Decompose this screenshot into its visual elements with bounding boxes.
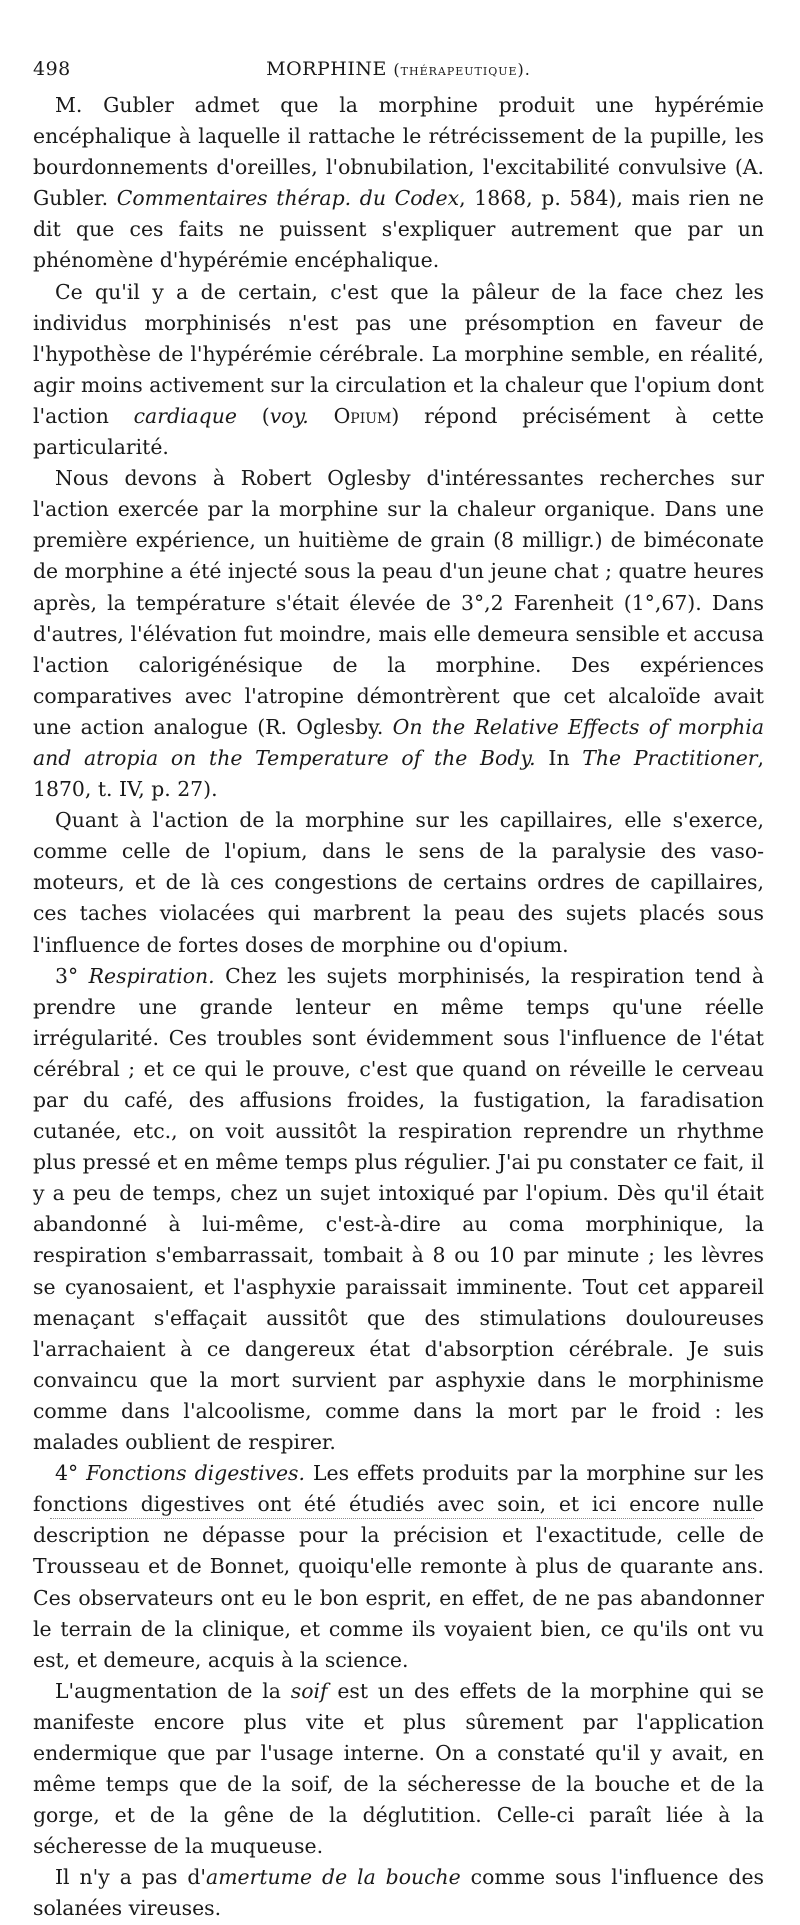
small-caps-text: Opium: [333, 403, 392, 428]
paragraph: [33, 463, 764, 805]
italic-text: Commentaires thérap. du Codex: [116, 186, 460, 211]
running-title-sub: (thérapeutique).: [393, 60, 531, 79]
text-run: In: [535, 745, 583, 770]
text-run: comme sous l'influence des solanées vireuses.: [33, 1865, 765, 1921]
body-text: [33, 90, 764, 1925]
text-run: , 1868, p. 584), mais rien ne dit que ces faits ne puissent s'expliquer autrement que par un phénomène d'hypérémie encéphalique.: [33, 186, 764, 273]
italic-text: On the Relative Effects of morphia and atropia on the Temperature of the Body.: [33, 714, 764, 770]
paragraph: [33, 1676, 764, 1863]
text-run: , 1870, t. IV, p. 27).: [33, 745, 764, 802]
text-run: ) répond précisément à cette particularité.: [33, 403, 765, 460]
paragraph: [33, 805, 764, 960]
text-run: L'augmentation de la: [55, 1678, 291, 1703]
text-run: 4°: [55, 1461, 87, 1486]
text-run: Quant à l'action de la morphine sur les capillaires, elle s'exerce, comme celle de l'opium, dans le sens de la paralysie des vaso-moteurs, et de là ces congestions de certains ordres de capillaires, ces taches violacées qui marbrent la peau des sujets placés sous l'influence de fortes doses de morphine ou d'opium.: [33, 808, 764, 957]
italic-text: Fonctions digestives.: [86, 1461, 305, 1486]
paragraph: [33, 277, 764, 464]
paragraph: [33, 1862, 764, 1924]
paragraph: [33, 961, 764, 1459]
footer-rule: [50, 1518, 754, 1519]
text-run: (: [236, 403, 270, 428]
italic-text: The Practitioner: [582, 745, 758, 770]
paragraph: [33, 90, 764, 277]
italic-text: soif: [290, 1678, 328, 1703]
text-run: M. Gubler admet que la morphine produit une hypérémie encéphalique à laquelle il rattache le rétrécissement de la pupille, les bourdonnements d'oreilles, l'obnubilation, l'excitabilité convulsive (A. Gubler.: [33, 93, 764, 211]
text-run: Ce qu'il y a de certain, c'est que la pâleur de la face chez les individus morphinisés n'est pas une présomption en faveur de l'hypothèse de l'hypérémie cérébrale. La morphine semble, en réalité, agir moins activement sur la circulation et la chaleur que l'opium dont l'action: [33, 279, 764, 428]
italic-text: Respiration.: [88, 963, 215, 988]
text-run: Les effets produits par la morphine sur les fonctions digestives ont été étudiés avec soin, et ici encore nulle description ne dépasse pour la précision et l'exactitude, celle de Trousseau et de Bonnet, quoiqu'elle remonte à plus de quarante ans. Ces observateurs ont eu le bon esprit, en effet, de ne pas abandonner le terrain de la clinique, et comme ils voyaient bien, ce qu'ils ont vu est, et demeure, acquis à la science.: [33, 1461, 764, 1672]
paragraph: [33, 1458, 764, 1676]
italic-text: amertume de la bouche: [206, 1865, 461, 1890]
text-run: Chez les sujets morphinisés, la respiration tend à prendre une grande lenteur en même temps qu'une réelle irrégularité. Ces troubles sont évidemment sous l'influence de l'état cérébral ; et ce qui le prouve, c'est que quand on réveille le cerveau par du café, des affusions froides, la fustigation, la faradisation cutanée, etc., on voit aussitôt la respiration reprendre un rhythme plus pressé et en même temps plus régulier. J'ai pu constater ce fait, il y a peu de temps, chez un sujet intoxiqué par l'opium. Dès qu'il était abandonné à lui-même, c'est-à-dire au coma morphinique, la respiration s'embarrassait, tombait à 8 ou 10 par minute ; les lèvres se cyanosaient, et l'asphyxie paraissait imminente. Tout cet appareil menaçant s'effaçait aussitôt que des stimulations douloureuses l'arrachaient à ce dangereux état d'absorption cérébrale. Je suis convaincu que la mort survient par asphyxie dans le morphinisme comme dans l'alcoolisme, comme dans la mort par le froid : les malades oublient de respirer.: [33, 963, 765, 1455]
text-run: Il n'y a pas d': [55, 1865, 207, 1890]
running-title: [93, 58, 764, 80]
running-header: [33, 58, 764, 80]
page-number: 498: [33, 58, 71, 80]
text-run: Nous devons à Robert Oglesby d'intéressantes recherches sur l'action exercée par la morphine sur la chaleur organique. Dans une première expérience, un huitième de grain (8 milligr.) de biméconate de morphine a été injecté sous la peau d'un jeune chat ; quatre heures après, la température s'était élevée de 3°,2 Farenheit (1°,67). Dans d'autres, l'élévation fut moindre, mais elle demeura sensible et accusa l'action calorigénésique de la morphine. Des expériences comparatives avec l'atropine démontrèrent que cet alcaloïde avait une action analogue (R. Oglesby.: [33, 466, 764, 739]
italic-text: voy.: [269, 403, 309, 428]
text-run: [309, 404, 334, 428]
italic-text: cardiaque: [133, 403, 237, 428]
text-run: est un des effets de la morphine qui se manifeste encore plus vite et plus sûrement par l'application endermique que par l'usage interne. On a constaté qu'il y avait, en même temps que de la soif, de la sécheresse de la bouche et de la gorge, et de la gêne de la déglutition. Celle-ci paraît liée à la sécheresse de la muqueuse.: [33, 1678, 764, 1859]
running-title-main: MORPHINE: [266, 58, 387, 80]
text-run: 3°: [55, 963, 89, 988]
